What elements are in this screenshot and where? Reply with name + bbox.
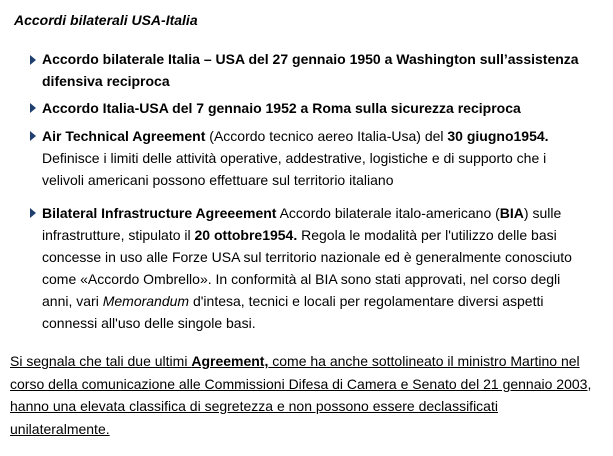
item-title: Accordo Italia-USA del 7 gennaio 1952 a Roma sulla sicurezza reciproca (42, 100, 521, 116)
footer-text: come ha anche sottolineato il ministro Martino nel corso della comunicazione alle Commissioni Difesa di Camera e Senato del 21 gennaio 2003, hanno una elevata classifica di segretezza e non possono essere declassificati unilateralmente. (10, 353, 592, 437)
footer-note (10, 350, 595, 440)
triangle-bullet-icon (30, 55, 36, 65)
page-title: Accordi bilaterali USA-Italia (14, 12, 198, 28)
list-item (42, 125, 582, 191)
footer-bold-word: Agreement, (191, 353, 269, 369)
list-item (42, 202, 582, 334)
item-text: (Accordo tecnico aereo Italia-Usa) del (205, 128, 448, 144)
item-abbreviation: BIA (499, 205, 524, 221)
item-italic-word: Memorandum (102, 293, 190, 309)
item-title: Bilateral Infrastructure Agreeement (42, 205, 277, 221)
triangle-bullet-icon (30, 131, 36, 141)
item-date: 30 giugno1954. (447, 128, 549, 144)
item-text: ) sulle infrastrutture, stipulato il (42, 205, 562, 243)
item-date: 20 ottobre1954. (194, 227, 298, 243)
item-text: d'intesa, tecnici e locali per regolamentare diversi aspetti connessi all'uso delle singole basi. (42, 293, 544, 331)
list-item (42, 97, 582, 119)
item-title: Accordo bilaterale Italia – USA del 27 gennaio 1950 a Washington sull’assistenza difensiva reciproca (42, 51, 579, 89)
triangle-bullet-icon (30, 208, 36, 218)
triangle-bullet-icon (30, 103, 36, 113)
item-text: Accordo bilaterale italo-americano ( (276, 205, 500, 221)
item-text: Regola le modalità per l'utilizzo delle basi concesse in uso alle Forze USA sul territorio nazionale ed è generalmente conosciuto come «Accordo Ombrello». In conformità al BIA sono stati approvati, nel corso degli anni, vari (42, 227, 572, 309)
item-title: Air Technical Agreement (42, 128, 206, 144)
footer-text: Si segnala che tali due ultimi (10, 353, 192, 369)
item-text: Definisce i limiti delle attività operative, addestrative, logistiche e di supporto che i velivoli americani possono effettuare sul territorio italiano (42, 150, 547, 188)
list-item (42, 48, 582, 92)
